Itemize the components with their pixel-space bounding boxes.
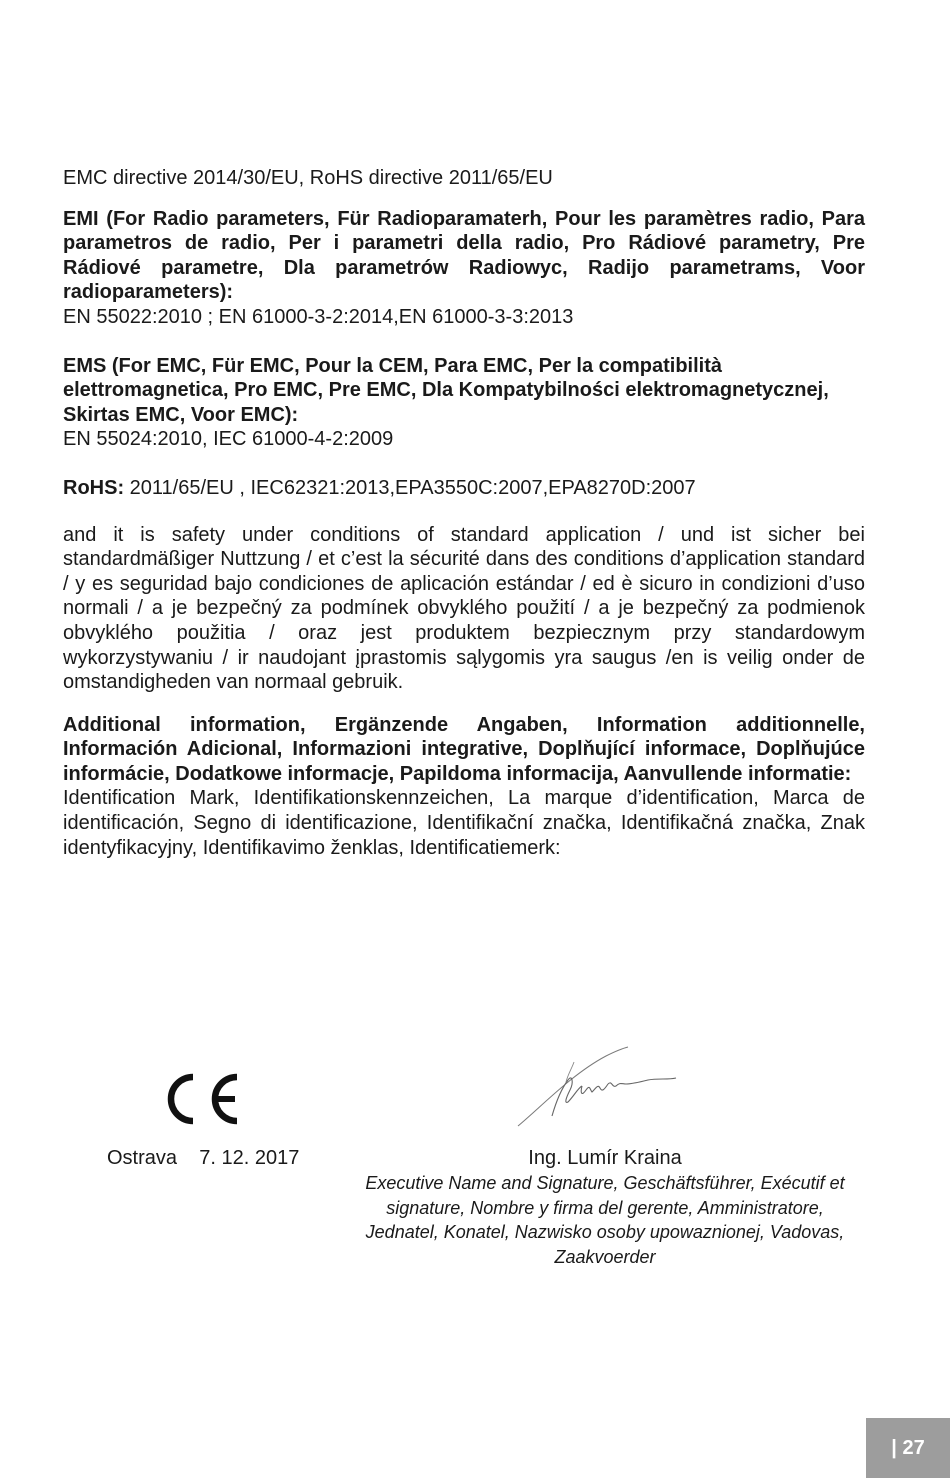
ce-mark-icon [166, 1072, 244, 1126]
emi-standards: EN 55022:2010 ; EN 61000-3-2:2014,EN 61000-3-3:2013 [63, 305, 574, 328]
safety-statement: and it is safety under conditions of standard application / und ist sicher bei standardmäßiger Nuttzung / et c’est la sécurité dans des conditions d’application standard / y es seguridad bajo condiciones de aplicación estándar / ed è sicuro in condizioni d’uso normali / a je bezpečný za podmínek obvyklého použití / a je bezpečný za podmienok obvyklého použitia / oraz jest produktem bezpiecznym przy standardowym wykorzystywaniu / ir naudojant įprastomis sąlygomis yra saugus /en is veilig onder de omstandigheden van normaal gebruik. [63, 523, 865, 694]
rohs-standards: 2011/65/EU , IEC62321:2013,EPA3550C:2007,EPA8270D:2007 [124, 476, 696, 499]
ems-section [63, 354, 865, 452]
page-number-badge [866, 1418, 950, 1478]
place-and-date: Ostrava 7. 12. 2017 [107, 1147, 300, 1169]
declaration-body [63, 166, 865, 860]
rohs-label: RoHS: [63, 476, 125, 499]
emi-section [63, 207, 865, 330]
ems-heading: EMS (For EMC, Für EMC, Pour la CEM, Para EMC, Per la compatibilità elettromagnetica, Pro EMC, Pre EMC, Dla Kompatybilności elektromagnetycznej, Skirtas EMC, Voor EMC): [63, 354, 829, 426]
page-number: | 27 [891, 1436, 925, 1459]
signer-role: Executive Name and Signature, Geschäftsführer, Exécutif et signature, Nombre y firma del gerente, Amministratore, Jednatel, Konatel, Nazwisko osoby upowaznionej, Vadovas, Zaakvoerder [365, 1173, 845, 1267]
additional-info-heading: Additional information, Ergänzende Angaben, Information additionnelle, Información Adicional, Informazioni integrative, Doplňující informace, Doplňujúce informácie, Dodatkowe informacje, Papildoma informacija, Aanvullende informatie: [63, 713, 865, 785]
ems-standards: EN 55024:2010, IEC 61000-4-2:2009 [63, 428, 394, 451]
identification-mark-text: Identification Mark, Identifikationskennzeichen, La marque d’identification, Marca de identificación, Segno di identificazione, Identifikační značka, Identifikačná značka, Znak identyfikacyjny, Identifikavimo ženklas, Identificatiemerk: [63, 787, 865, 859]
emc-directive-line: EMC directive 2014/30/EU, RoHS directive 2011/65/EU [63, 167, 553, 189]
emi-heading: EMI (For Radio parameters, Für Radioparamaterh, Pour les paramètres radio, Para parametros de radio, Per i parametri della radio, Pro Rádiové parametry, Pre Rádiové parametre, Dla parametrów Radiowyc, Radijo parametrams, Voor radioparameters): [63, 207, 865, 304]
rohs-section [63, 476, 865, 501]
additional-info-section [63, 713, 865, 861]
signer-name: Ing. Lumír Kraina [528, 1147, 682, 1169]
signature-image [512, 1044, 680, 1128]
